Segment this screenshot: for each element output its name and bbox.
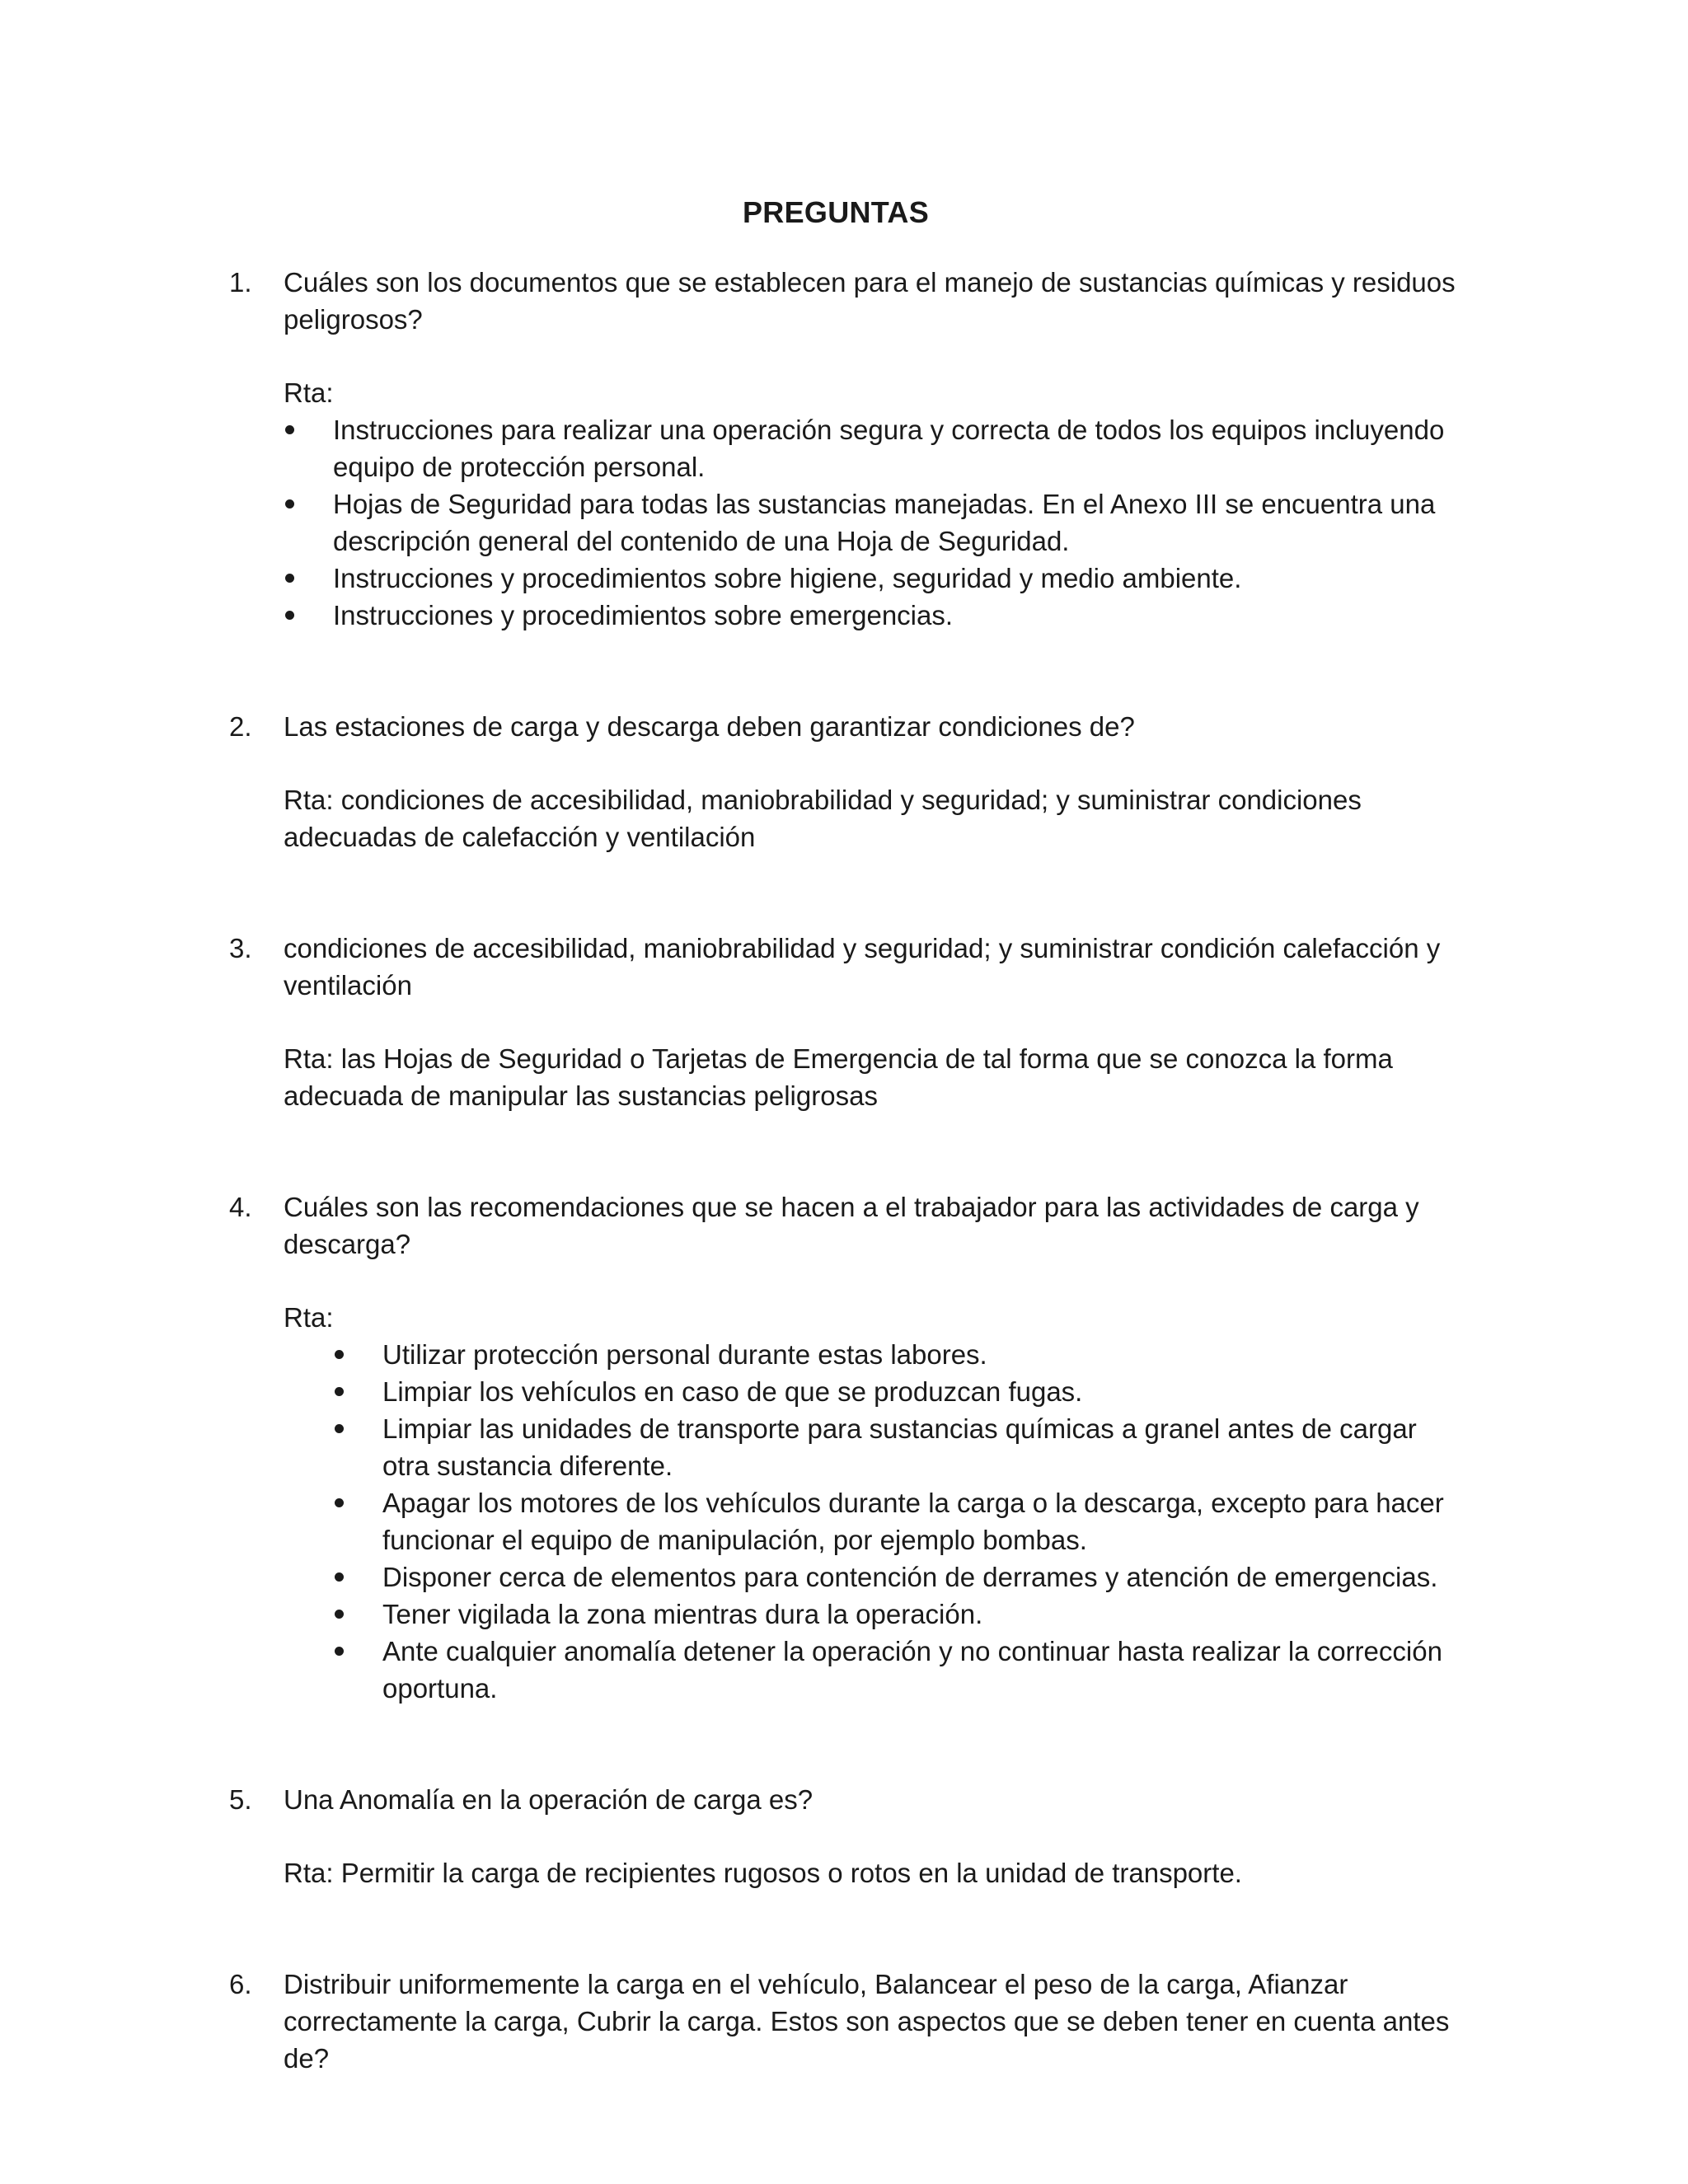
bullet-text: Instrucciones para realizar una operación segura y correcta de todos los equipos incluyendo equipo de protección personal. bbox=[333, 415, 1445, 482]
answer-bullet-item bbox=[284, 560, 1457, 597]
bullet-icon bbox=[335, 1387, 344, 1396]
bullet-text: Limpiar las unidades de transporte para sustancias químicas a granel antes de cargar otra sustancia diferente. bbox=[382, 1413, 1417, 1481]
answer-bullet-item bbox=[284, 1336, 1457, 1373]
question-text: Cuáles son las recomendaciones que se hacen a el trabajador para las actividades de carga y descarga? bbox=[284, 1192, 1419, 1259]
bullet-icon bbox=[285, 499, 294, 509]
bullet-icon bbox=[335, 1498, 344, 1507]
question-text: Las estaciones de carga y descarga deben garantizar condiciones de? bbox=[284, 711, 1135, 742]
question-4 bbox=[229, 1188, 1457, 1707]
answer-bullet-item bbox=[284, 1410, 1457, 1484]
answer-block bbox=[284, 374, 1457, 634]
answer-bullet-item bbox=[284, 597, 1457, 634]
question-number: 2. bbox=[229, 711, 252, 742]
question-list bbox=[229, 264, 1457, 2077]
answer-bullet-item bbox=[284, 1484, 1457, 1558]
answer-bullet-item bbox=[284, 1373, 1457, 1410]
answer-block bbox=[284, 781, 1457, 855]
answer-bullet-list bbox=[284, 411, 1457, 634]
answer-block bbox=[284, 1299, 1457, 1707]
answer-bullet-item bbox=[284, 411, 1457, 485]
question-number: 6. bbox=[229, 1969, 252, 1999]
question-2 bbox=[229, 708, 1457, 855]
answer-label: Rta: bbox=[284, 1302, 334, 1333]
bullet-text: Instrucciones y procedimientos sobre higiene, seguridad y medio ambiente. bbox=[333, 563, 1242, 593]
bullet-icon bbox=[335, 1610, 344, 1619]
bullet-text: Instrucciones y procedimientos sobre emergencias. bbox=[333, 600, 954, 630]
answer-bullet-item bbox=[284, 1633, 1457, 1707]
question-3 bbox=[229, 930, 1457, 1114]
bullet-icon bbox=[285, 574, 294, 583]
question-text: condiciones de accesibilidad, maniobrabilidad y seguridad; y suministrar condición calefacción y ventilación bbox=[284, 933, 1441, 1001]
question-number: 1. bbox=[229, 267, 252, 298]
question-number: 4. bbox=[229, 1192, 252, 1222]
bullet-text: Hojas de Seguridad para todas las sustancias manejadas. En el Anexo III se encuentra una descripción general del contenido de una Hoja de Seguridad. bbox=[333, 489, 1436, 556]
bullet-text: Ante cualquier anomalía detener la operación y no continuar hasta realizar la corrección oportuna. bbox=[382, 1636, 1442, 1704]
question-number: 5. bbox=[229, 1784, 252, 1815]
bullet-icon bbox=[335, 1572, 344, 1582]
question-text: Cuáles son los documentos que se establecen para el manejo de sustancias químicas y residuos peligrosos? bbox=[284, 267, 1456, 335]
answer-bullet-item bbox=[284, 485, 1457, 560]
answer-text: Rta: las Hojas de Seguridad o Tarjetas de Emergencia de tal forma que se conozca la forma adecuada de manipular las sustancias peligrosas bbox=[284, 1043, 1393, 1111]
bullet-icon bbox=[335, 1424, 344, 1433]
bullet-text: Limpiar los vehículos en caso de que se produzcan fugas. bbox=[382, 1376, 1083, 1407]
bullet-text: Apagar los motores de los vehículos durante la carga o la descarga, excepto para hacer funcionar el equipo de manipulación, por ejemplo bombas. bbox=[382, 1488, 1444, 1555]
answer-bullet-item bbox=[284, 1596, 1457, 1633]
bullet-icon bbox=[285, 425, 294, 434]
question-6 bbox=[229, 1966, 1457, 2077]
question-5 bbox=[229, 1781, 1457, 1891]
bullet-text: Disponer cerca de elementos para contención de derrames y atención de emergencias. bbox=[382, 1562, 1438, 1592]
question-1 bbox=[229, 264, 1457, 634]
answer-block bbox=[284, 1854, 1457, 1891]
answer-text: Rta: condiciones de accesibilidad, maniobrabilidad y seguridad; y suministrar condiciones adecuadas de calefacción y ventilación bbox=[284, 785, 1362, 852]
answer-block bbox=[284, 1040, 1457, 1114]
bullet-icon bbox=[335, 1647, 344, 1656]
bullet-text: Tener vigilada la zona mientras dura la operación. bbox=[382, 1599, 983, 1629]
question-text: Una Anomalía en la operación de carga es? bbox=[284, 1784, 814, 1815]
answer-bullet-item bbox=[284, 1558, 1457, 1596]
bullet-icon bbox=[335, 1350, 344, 1359]
answer-text: Rta: Permitir la carga de recipientes rugosos o rotos en la unidad de transporte. bbox=[284, 1858, 1242, 1888]
bullet-text: Utilizar protección personal durante estas labores. bbox=[382, 1339, 987, 1370]
bullet-icon bbox=[285, 611, 294, 620]
page-title: PREGUNTAS bbox=[742, 195, 930, 229]
question-number: 3. bbox=[229, 933, 252, 963]
question-text: Distribuir uniformemente la carga en el vehículo, Balancear el peso de la carga, Afianzar correctamente la carga, Cubrir la carga. Estos son aspectos que se deben tener en cuenta antes de? bbox=[284, 1969, 1450, 2074]
answer-bullet-list bbox=[284, 1336, 1457, 1707]
answer-label: Rta: bbox=[284, 377, 334, 408]
